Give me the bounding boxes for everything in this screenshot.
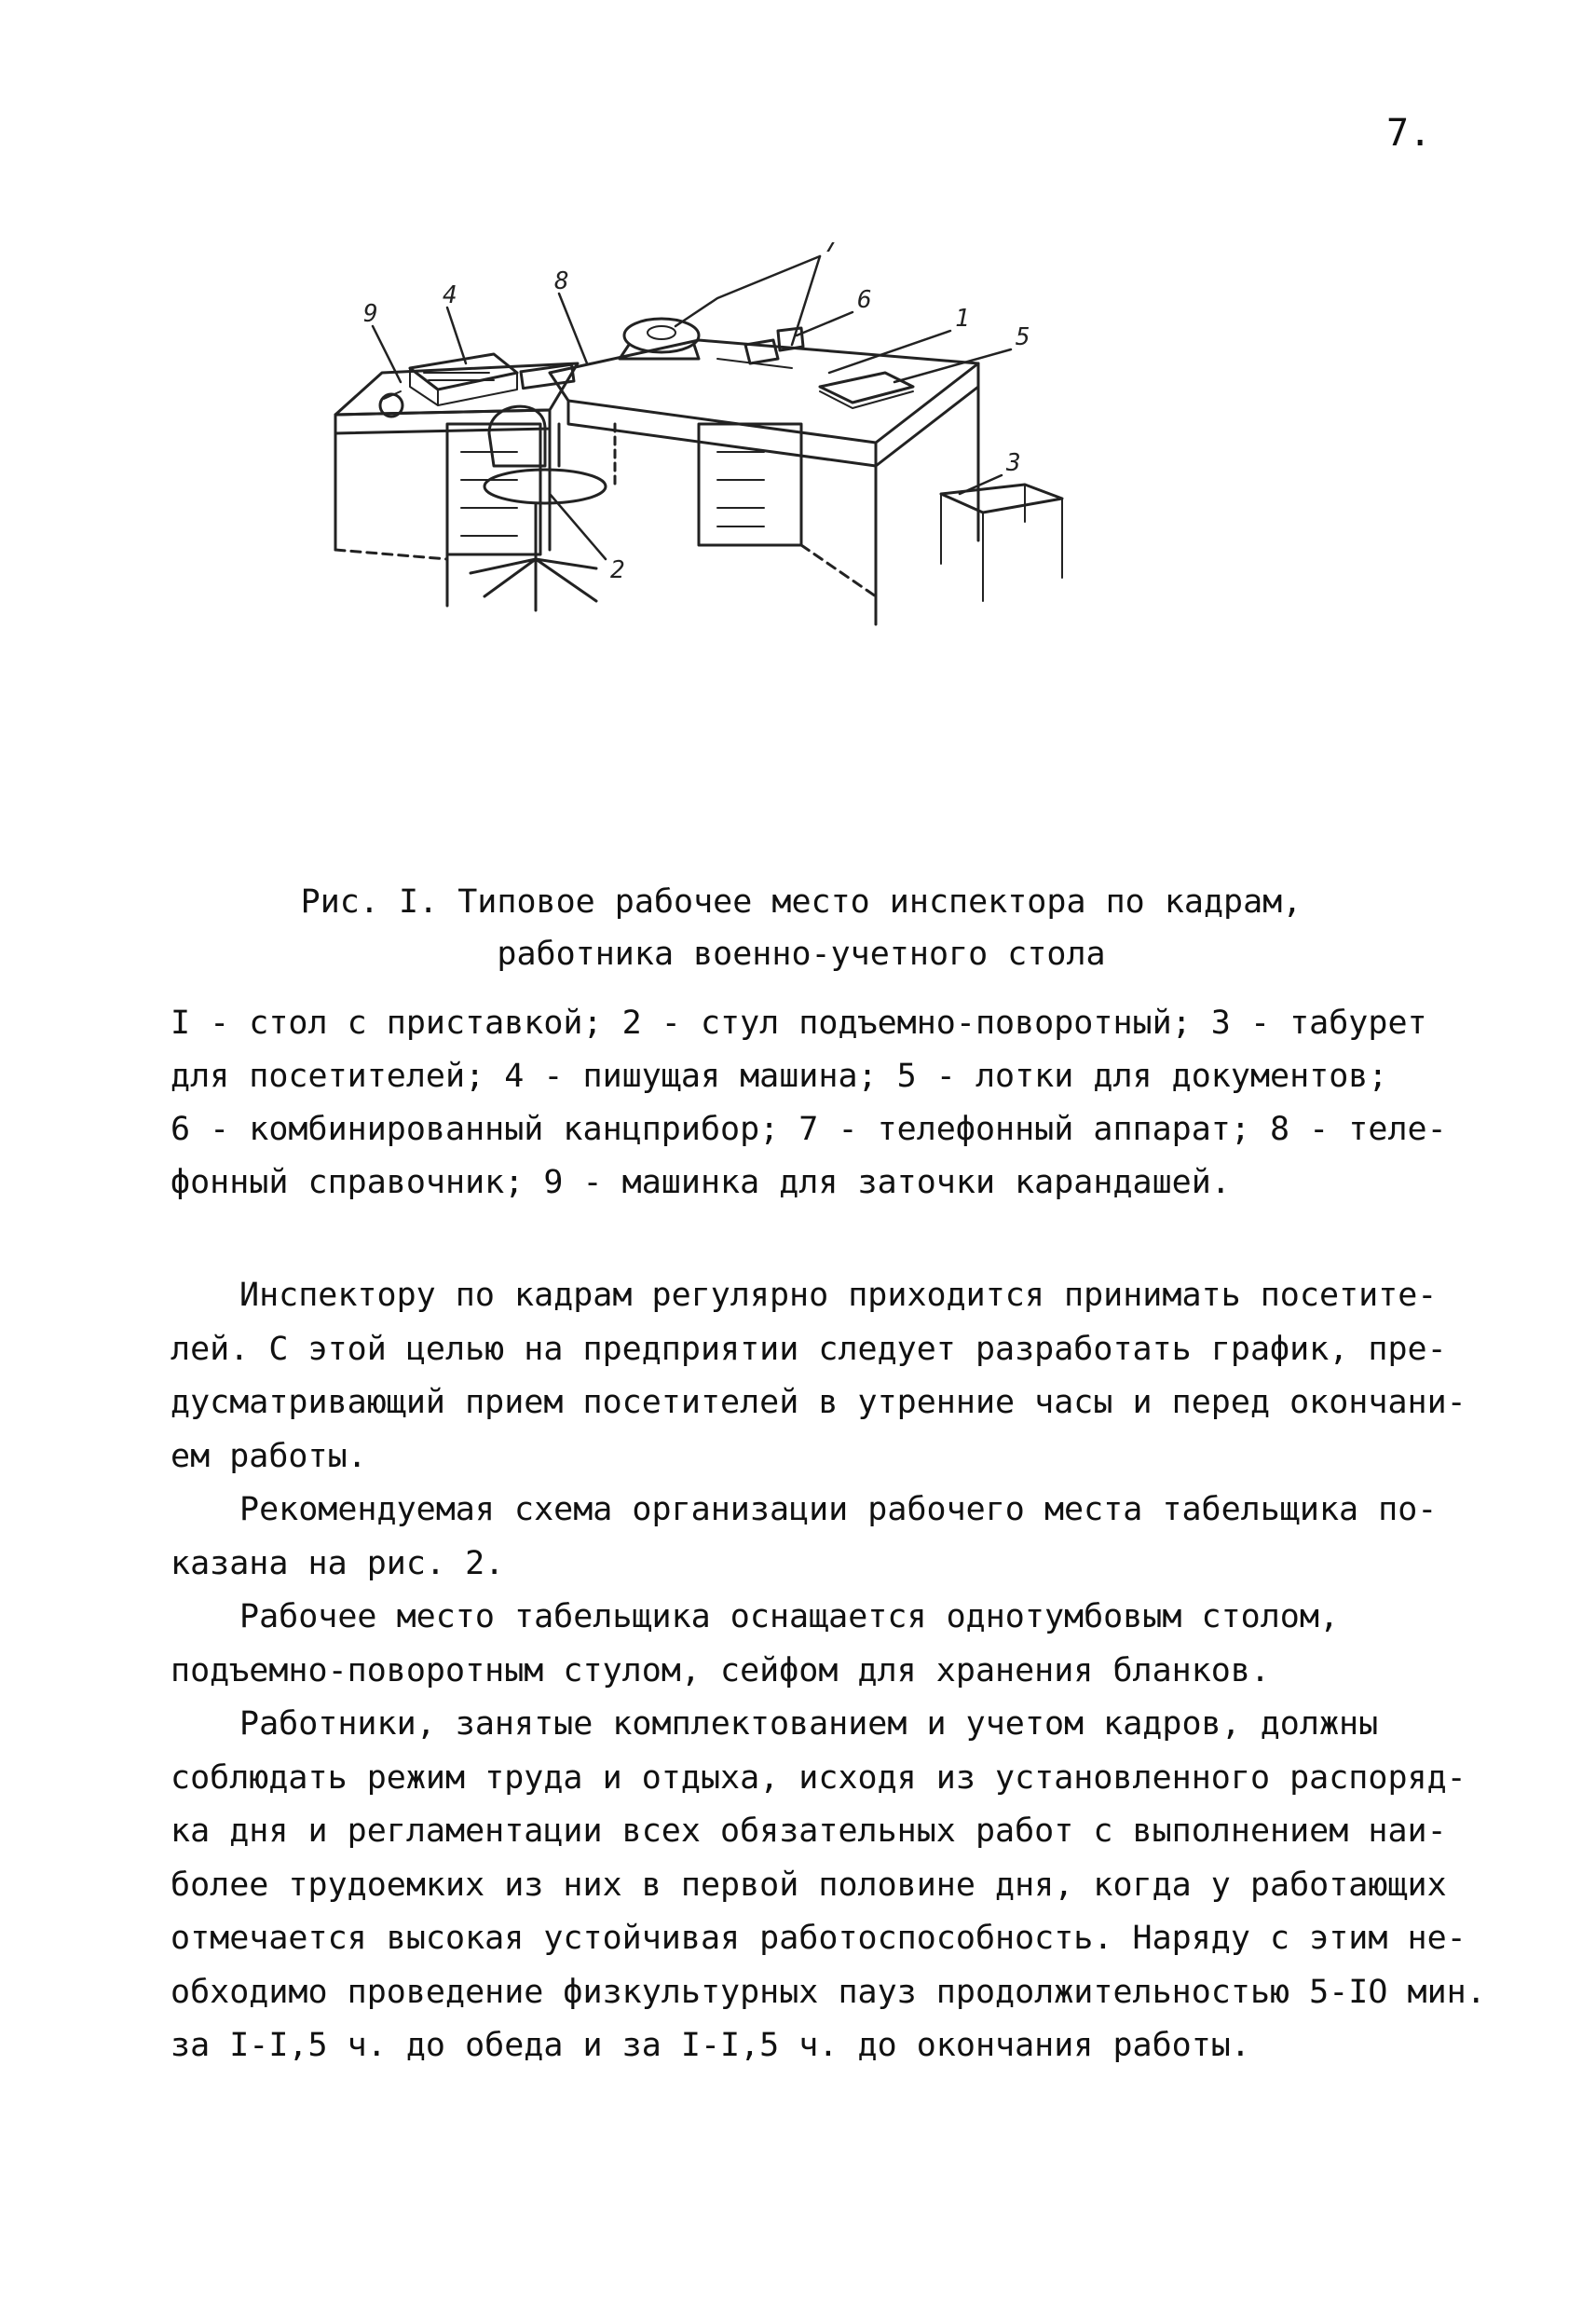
paragraph-line: соблюдать режим труда и отдыха, исходя из установленного распоряд- bbox=[171, 1758, 1466, 1797]
paragraph-timekeeper-scheme bbox=[171, 1484, 1470, 1591]
document-trays bbox=[820, 373, 913, 408]
callout-1: 1 bbox=[955, 305, 970, 333]
legend-line: 6 - комбинированный канцприбор; 7 - телефонный аппарат; 8 - теле- bbox=[171, 1111, 1447, 1148]
desk-organizer bbox=[717, 328, 803, 368]
page-number: 7. bbox=[1386, 112, 1432, 155]
paragraph-work-regime bbox=[171, 1698, 1486, 2073]
figure-caption-title: Рис. I. Типовое рабочее место инспектора по кадрам, bbox=[300, 883, 1303, 921]
figure-legend bbox=[171, 997, 1470, 1210]
callout-3: 3 bbox=[1006, 449, 1021, 477]
callout-4: 4 bbox=[443, 281, 457, 309]
paragraph-line: обходимо проведение физкультурных пауз продолжительностью 5-IO мин. bbox=[171, 1973, 1486, 2011]
paragraph-line: Инспектору по кадрам регулярно приходится принимать посетите- bbox=[239, 1277, 1438, 1314]
visitor-stool bbox=[941, 485, 1062, 601]
figure-caption-subtitle: работника военно-учетного стола bbox=[497, 936, 1106, 973]
workplace-illustration bbox=[307, 242, 1146, 652]
callout-7: 7 bbox=[825, 242, 839, 258]
paragraph-line: ем работы. bbox=[171, 1437, 367, 1475]
side-table-with-drawers bbox=[335, 363, 578, 606]
callout-leader-lines bbox=[373, 256, 1011, 559]
legend-line: для посетителей; 4 - пишущая машина; 5 - лотки для документов; bbox=[171, 1058, 1388, 1095]
paragraph-line: подъемно-поворотным стулом, сейфом для хранения бланков. bbox=[171, 1651, 1271, 1689]
paragraph-line: Работники, занятые комплектованием и учетом кадров, должны bbox=[239, 1705, 1379, 1743]
figure-caption bbox=[168, 876, 1435, 980]
legend-line: I - стол с приставкой; 2 - стул подъемно-поворотный; 3 - табурет bbox=[171, 1005, 1427, 1042]
callout-2: 2 bbox=[610, 556, 625, 584]
paragraph-line: казана на рис. 2. bbox=[171, 1544, 505, 1582]
paragraph-line: ка дня и регламентации всех обязательных работ с выполнением наи- bbox=[171, 1812, 1447, 1850]
paragraph-line: за I-I,5 ч. до обеда и за I-I,5 ч. до окончания работы. bbox=[171, 2027, 1250, 2064]
paragraph-line: Рабочее место табельщика оснащается однотумбовым столом, bbox=[239, 1598, 1340, 1635]
telephone-and-directory bbox=[521, 319, 699, 389]
callout-8: 8 bbox=[554, 267, 569, 295]
paragraph-timekeeper-equipment bbox=[171, 1591, 1470, 1698]
callout-6: 6 bbox=[857, 286, 872, 314]
paragraph-line: более трудоемких из них в первой половине дня, когда у работающих bbox=[171, 1866, 1447, 1904]
body-text bbox=[171, 1269, 1486, 2073]
paragraph-visitors bbox=[171, 1269, 1470, 1484]
callout-9: 9 bbox=[363, 300, 378, 328]
paragraph-line: дусматривающий прием посетителей в утренние часы и перед окончани- bbox=[171, 1384, 1466, 1421]
typewriter bbox=[410, 354, 517, 405]
legend-line: фонный справочник; 9 - машинка для заточки карандашей. bbox=[171, 1164, 1231, 1201]
paragraph-line: отмечается высокая устойчивая работоспособность. Наряду с этим не- bbox=[171, 1920, 1466, 1957]
paragraph-line: Рекомендуемая схема организации рабочего места табельщика по- bbox=[239, 1491, 1438, 1528]
paragraph-line: лей. С этой целью на предприятии следует разработать график, пре- bbox=[171, 1330, 1447, 1368]
callout-5: 5 bbox=[1016, 323, 1030, 351]
